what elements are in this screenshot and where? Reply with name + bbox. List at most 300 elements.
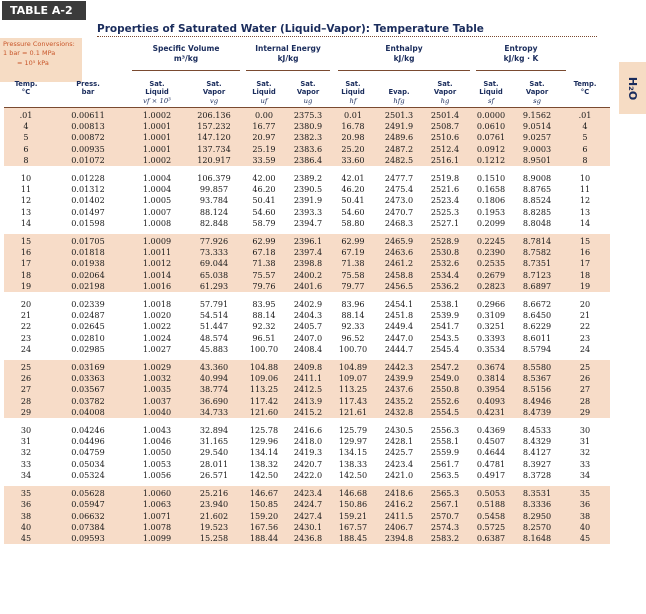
table-cell: 28 xyxy=(560,396,610,407)
table-cell: 2465.9 xyxy=(376,234,422,247)
table-cell: 2552.6 xyxy=(422,396,468,407)
table-cell: 0.02198 xyxy=(48,281,128,292)
h2o-label: H₂O xyxy=(626,76,639,100)
table-cell: 137.734 xyxy=(186,144,242,155)
table-cell: 0.01072 xyxy=(48,155,128,166)
table-cell: 8.3336 xyxy=(514,499,560,510)
column-header-line: °C xyxy=(580,88,590,97)
table-cell: 1.0018 xyxy=(142,299,172,310)
table-cell: 22 xyxy=(20,321,32,332)
table-cell: 67.18 xyxy=(242,247,286,258)
table-cell: 2419.3 xyxy=(293,447,323,458)
table-cell: 0.04759 xyxy=(71,447,105,458)
table-cell: 0.1806 xyxy=(476,195,506,206)
table-cell: 0.3534 xyxy=(476,343,506,354)
pressure-box-line-1: Pressure Conversions: xyxy=(3,40,75,48)
table-cell: 0.00813 xyxy=(48,121,128,132)
group-specific-volume-unit: m³/kg xyxy=(173,54,199,63)
table-cell: 1.0008 xyxy=(142,217,172,228)
column-header-line xyxy=(560,97,610,105)
table-cell: 2523.4 xyxy=(430,195,460,206)
column-header-10 xyxy=(514,71,560,108)
column-header-line: °C xyxy=(21,88,31,97)
group-specific-volume xyxy=(130,44,242,68)
table-cell: 33.59 xyxy=(242,155,286,166)
table-cell: 0.4231 xyxy=(468,407,514,418)
table-cell: 45.883 xyxy=(199,343,229,354)
table-cell: 35 xyxy=(560,486,610,499)
table-cell: 138.33 xyxy=(338,458,368,469)
table-cell: 1.0024 xyxy=(142,332,172,343)
column-header-line: Sat. xyxy=(300,79,316,88)
table-cell: 0.03169 xyxy=(48,360,128,373)
table-cell: 138.32 xyxy=(249,458,279,469)
pressure-box-line-3: = 10⁵ kPa xyxy=(17,58,49,67)
table-cell: 96.52 xyxy=(341,332,365,343)
table-cell: 46.20 xyxy=(252,184,276,195)
table-row xyxy=(4,344,610,355)
table-cell: 8.6450 xyxy=(522,310,552,321)
table-cell: 188.45 xyxy=(330,533,376,544)
table-cell: 2482.5 xyxy=(376,155,422,166)
table-cell: 150.86 xyxy=(330,499,376,510)
table-cell: 2416.2 xyxy=(376,499,422,510)
column-header-8 xyxy=(422,71,468,108)
table-cell: 30 xyxy=(20,425,32,436)
table-row xyxy=(4,247,610,258)
table-cell: 14 xyxy=(579,217,591,228)
table-cell: 0.0761 xyxy=(468,132,514,143)
table-cell: 54.60 xyxy=(252,206,276,217)
column-header-3 xyxy=(186,71,242,108)
table-cell: 45 xyxy=(4,533,48,544)
table-cell: 19.523 xyxy=(186,522,242,533)
h2o-side-tab xyxy=(619,62,646,114)
table-cell: 1.0071 xyxy=(128,511,186,522)
table-cell: 2501.3 xyxy=(376,108,422,122)
table-cell: 25 xyxy=(4,360,48,373)
table-cell: 2411.1 xyxy=(286,373,330,384)
table-cell: 8 xyxy=(560,155,610,166)
table-cell: 2512.4 xyxy=(422,144,468,155)
table-cell: 1.0063 xyxy=(128,499,186,510)
table-cell: 0.03782 xyxy=(48,396,128,407)
table-cell: 40.994 xyxy=(186,373,242,384)
table-cell: 188.44 xyxy=(242,533,286,544)
table-cell: 0.04008 xyxy=(48,407,128,418)
column-header-line xyxy=(376,80,422,88)
table-cell: 1.0009 xyxy=(128,234,186,247)
table-cell: 75.57 xyxy=(242,270,286,281)
table-row xyxy=(4,384,610,395)
table-cell: 0.2535 xyxy=(468,258,514,269)
table-cell: 8.2570 xyxy=(514,522,560,533)
table-row xyxy=(4,297,610,310)
table-cell: 2534.4 xyxy=(422,270,468,281)
table-cell: 79.77 xyxy=(330,281,376,292)
table-cell: 29.540 xyxy=(199,447,229,458)
table-cell: 2415.2 xyxy=(286,407,330,418)
table-cell: 1.0001 xyxy=(128,121,186,132)
table-cell: 2477.7 xyxy=(384,173,414,184)
table-row xyxy=(4,373,610,384)
column-header-line: Sat. xyxy=(149,79,165,88)
table-cell: 0.02339 xyxy=(71,299,105,310)
table-cell: 100.70 xyxy=(249,343,279,354)
table-cell: 2394.8 xyxy=(376,533,422,544)
table-cell: 2375.3 xyxy=(286,108,330,122)
table-cell: 1.0002 xyxy=(128,108,186,122)
table-cell: 27 xyxy=(4,384,48,395)
table-row xyxy=(4,333,610,344)
table-cell: 2408.4 xyxy=(293,343,323,354)
table-cell: 2428.1 xyxy=(384,436,414,447)
column-header-9 xyxy=(468,71,514,108)
table-cell: 2406.7 xyxy=(376,522,422,533)
table-row xyxy=(4,258,610,269)
table-cell: 167.57 xyxy=(330,522,376,533)
table-cell: 0.00872 xyxy=(48,132,128,143)
table-row xyxy=(4,184,610,195)
table-cell: 0.05324 xyxy=(71,469,105,480)
table-cell: 159.21 xyxy=(330,511,376,522)
table-row xyxy=(4,470,610,481)
table-cell: 2570.7 xyxy=(422,511,468,522)
table-cell: 2413.9 xyxy=(286,396,330,407)
table-cell: 54.60 xyxy=(341,206,365,217)
group-entropy xyxy=(474,44,568,68)
table-row xyxy=(4,396,610,407)
table-cell: 38 xyxy=(560,511,610,522)
table-cell: 2454.1 xyxy=(384,299,414,310)
column-header-2 xyxy=(128,71,186,108)
table-cell: 117.43 xyxy=(330,396,376,407)
table-cell: 18 xyxy=(4,270,48,281)
table-cell: 0.00935 xyxy=(48,144,128,155)
table-cell: 40 xyxy=(4,522,48,533)
group-internal-energy xyxy=(244,44,332,68)
table-cell: 0.04246 xyxy=(71,425,105,436)
column-header-line: Sat. xyxy=(206,79,222,88)
table-cell: 2487.2 xyxy=(376,144,422,155)
table-cell: 2390.5 xyxy=(293,184,323,195)
table-cell: 45 xyxy=(560,533,610,544)
table-cell: 1.0016 xyxy=(128,281,186,292)
table-cell: 8.5156 xyxy=(514,384,560,395)
table-cell: 32.894 xyxy=(199,425,229,436)
table-cell: 157.232 xyxy=(186,121,242,132)
table-cell: 25.216 xyxy=(186,486,242,499)
table-cell: 8.6229 xyxy=(522,321,552,332)
table-cell: 73.333 xyxy=(186,247,242,258)
table-cell: 29 xyxy=(560,407,610,418)
table-cell: 2539.9 xyxy=(430,310,460,321)
table-cell: 129.96 xyxy=(249,436,279,447)
table-row xyxy=(4,207,610,218)
pressure-box-line-2: 1 bar = 0.1 MPa xyxy=(3,49,56,58)
table-cell: 2489.6 xyxy=(376,132,422,143)
table-cell: 58.80 xyxy=(341,217,365,228)
table-cell: 0.01 xyxy=(330,108,376,122)
table-cell: 2400.2 xyxy=(286,270,330,281)
table-row xyxy=(4,281,610,292)
table-cell: 0.2679 xyxy=(468,270,514,281)
column-header-4 xyxy=(242,71,286,108)
table-cell: 2447.0 xyxy=(384,332,414,343)
table-cell: 17 xyxy=(560,258,610,269)
table-cell: 8.6897 xyxy=(514,281,560,292)
table-cell: 1.0012 xyxy=(128,258,186,269)
table-cell: 8.8765 xyxy=(522,184,552,195)
table-cell: 32 xyxy=(579,447,591,458)
table-cell: 12 xyxy=(579,195,591,206)
table-cell: 10 xyxy=(579,173,591,184)
table-cell: 2475.4 xyxy=(384,184,414,195)
table-cell: 77.926 xyxy=(186,234,242,247)
table-cell: 15 xyxy=(4,234,48,247)
table-cell: 2389.2 xyxy=(293,173,323,184)
table-cell: 6 xyxy=(560,144,610,155)
table-cell: 1.0040 xyxy=(128,407,186,418)
table-cell: 0.3674 xyxy=(468,360,514,373)
table-cell: 0.02064 xyxy=(48,270,128,281)
table-cell: 8.4946 xyxy=(514,396,560,407)
table-cell: 32 xyxy=(20,447,32,458)
group-enthalpy-unit: kJ/kg xyxy=(393,54,415,63)
table-cell: 8.2950 xyxy=(514,511,560,522)
table-cell: 2407.0 xyxy=(293,332,323,343)
table-cell: 26 xyxy=(560,373,610,384)
column-header-line: bar xyxy=(81,88,95,97)
table-cell: 1.0004 xyxy=(142,173,172,184)
table-cell: 46.20 xyxy=(341,184,365,195)
table-row xyxy=(4,171,610,184)
column-header-line: hf xyxy=(349,96,357,105)
table-cell: 88.14 xyxy=(252,310,276,321)
table-cell: 16 xyxy=(4,247,48,258)
table-cell: 88.14 xyxy=(341,310,365,321)
table-cell: 8.6672 xyxy=(522,299,552,310)
table-cell: 104.88 xyxy=(242,360,286,373)
table-cell: 8.6011 xyxy=(522,332,552,343)
table-cell: 36 xyxy=(4,499,48,510)
table-cell: 2556.3 xyxy=(430,425,460,436)
table-row xyxy=(4,407,610,418)
table-cell: 8.4127 xyxy=(522,447,552,458)
table-cell: 48.574 xyxy=(199,332,229,343)
column-header-11 xyxy=(560,71,610,108)
table-cell: 0.2390 xyxy=(468,247,514,258)
table-cell: 36 xyxy=(560,499,610,510)
table-cell: 0.05947 xyxy=(48,499,128,510)
table-cell: 25.19 xyxy=(242,144,286,155)
table-cell: 0.3954 xyxy=(468,384,514,395)
table-cell: 2508.7 xyxy=(422,121,468,132)
table-cell: 83.95 xyxy=(252,299,276,310)
table-cell: 120.917 xyxy=(186,155,242,166)
table-cell: 129.97 xyxy=(338,436,368,447)
table-row xyxy=(4,486,610,499)
table-cell: 2451.8 xyxy=(384,310,414,321)
column-header-0 xyxy=(4,71,48,108)
table-cell: 2436.8 xyxy=(286,533,330,544)
table-cell: 0.02645 xyxy=(71,321,105,332)
table-cell: 0.1212 xyxy=(468,155,514,166)
table-cell: 30 xyxy=(579,425,591,436)
table-cell: 0.2099 xyxy=(476,217,506,228)
table-cell: 8.3927 xyxy=(522,458,552,469)
table-cell: 2554.5 xyxy=(422,407,468,418)
table-cell: 2432.8 xyxy=(376,407,422,418)
table-cell: 2418.0 xyxy=(293,436,323,447)
table-cell: 34.733 xyxy=(186,407,242,418)
table-cell: 20.97 xyxy=(242,132,286,143)
table-cell: 2404.3 xyxy=(293,310,323,321)
table-cell: 5 xyxy=(560,132,610,143)
table-cell: 17 xyxy=(4,258,48,269)
table-cell: 36.690 xyxy=(186,396,242,407)
table-cell: 0.3814 xyxy=(468,373,514,384)
title-divider xyxy=(97,36,597,37)
table-cell: 31.165 xyxy=(199,436,229,447)
table-row xyxy=(4,321,610,332)
table-cell: 2545.4 xyxy=(430,343,460,354)
table-cell: 0.3393 xyxy=(476,332,506,343)
table-cell: 1.0005 xyxy=(142,195,172,206)
table-cell: 2405.7 xyxy=(293,321,323,332)
table-cell: 8.7814 xyxy=(514,234,560,247)
table-cell: .01 xyxy=(560,108,610,122)
table-cell: 2525.3 xyxy=(430,206,460,217)
table-cell: 206.136 xyxy=(186,108,242,122)
table-cell: 9.0003 xyxy=(514,144,560,155)
table-cell: 2444.7 xyxy=(384,343,414,354)
table-cell: 134.14 xyxy=(249,447,279,458)
table-cell: 50.41 xyxy=(252,195,276,206)
group-internal-energy-unit: kJ/kg xyxy=(277,54,299,63)
group-internal-energy-title: Internal Energy xyxy=(255,44,321,53)
table-cell: 13 xyxy=(20,206,32,217)
table-cell: 2550.8 xyxy=(422,384,468,395)
table-cell: 2558.1 xyxy=(430,436,460,447)
table-cell: 2516.1 xyxy=(422,155,468,166)
table-cell: 2393.3 xyxy=(293,206,323,217)
saturated-water-table xyxy=(4,71,610,544)
table-cell: 8.9008 xyxy=(522,173,552,184)
column-header-line: Press. xyxy=(76,79,100,88)
table-cell: 0.06632 xyxy=(48,511,128,522)
table-cell: 2423.4 xyxy=(286,486,330,499)
table-cell: 1.0078 xyxy=(128,522,186,533)
table-cell: 13 xyxy=(579,206,591,217)
column-header-line: uf xyxy=(260,96,268,105)
table-cell: 35 xyxy=(4,486,48,499)
table-cell: 12 xyxy=(20,195,32,206)
table-cell: 121.61 xyxy=(330,407,376,418)
column-header-line: hfg xyxy=(393,96,405,105)
table-cell: 1.0032 xyxy=(128,373,186,384)
table-cell: 1.0001 xyxy=(128,132,186,143)
column-header-line: vf × 10³ xyxy=(143,96,171,105)
table-tag: TABLE A-2 xyxy=(2,1,86,20)
column-header-line: Evap. xyxy=(388,88,410,97)
table-row xyxy=(4,108,610,122)
table-cell: 0.0610 xyxy=(468,121,514,132)
table-cell: 2456.5 xyxy=(376,281,422,292)
table-cell: 159.20 xyxy=(242,511,286,522)
table-cell: 2563.5 xyxy=(430,469,460,480)
table-cell: 8.7123 xyxy=(514,270,560,281)
table-cell: 0.4644 xyxy=(476,447,506,458)
table-cell: 43.360 xyxy=(186,360,242,373)
table-row xyxy=(4,144,610,155)
table-cell: 28 xyxy=(4,396,48,407)
table-cell: 0.4507 xyxy=(476,436,506,447)
table-cell: 142.50 xyxy=(249,469,279,480)
table-cell: 125.79 xyxy=(338,425,368,436)
table-cell: 29 xyxy=(4,407,48,418)
table-cell: 142.50 xyxy=(338,469,368,480)
table-cell: 40 xyxy=(560,522,610,533)
table-cell: 2510.6 xyxy=(422,132,468,143)
table-cell: 14 xyxy=(20,217,32,228)
table-cell: 26 xyxy=(4,373,48,384)
table-row xyxy=(4,447,610,458)
table-cell: 11 xyxy=(20,184,32,195)
table-cell: 28.011 xyxy=(199,458,229,469)
table-row xyxy=(4,155,610,166)
table-cell: 0.01938 xyxy=(48,258,128,269)
table-cell: 104.89 xyxy=(330,360,376,373)
table-cell: 99.857 xyxy=(199,184,229,195)
table-cell: 2449.4 xyxy=(384,321,414,332)
table-cell: 117.42 xyxy=(242,396,286,407)
column-header-6 xyxy=(330,71,376,108)
table-cell: 24 xyxy=(579,343,591,354)
table-cell: 92.32 xyxy=(252,321,276,332)
table-cell: 0.1658 xyxy=(476,184,506,195)
table-cell: 31 xyxy=(579,436,591,447)
table-cell: 38.774 xyxy=(186,384,242,395)
table-cell: 8.4739 xyxy=(514,407,560,418)
table-cell: 1.0001 xyxy=(128,144,186,155)
table-cell: 0.5053 xyxy=(468,486,514,499)
table-cell: 67.19 xyxy=(330,247,376,258)
table-cell: 1.0007 xyxy=(142,206,172,217)
table-cell: 8.5367 xyxy=(514,373,560,384)
table-row xyxy=(4,511,610,522)
table-cell: 2530.8 xyxy=(422,247,468,258)
table-cell: 8.8285 xyxy=(522,206,552,217)
table-cell: 21 xyxy=(20,310,32,321)
column-header-line: Sat. xyxy=(345,79,361,88)
table-cell: 0.4781 xyxy=(476,458,506,469)
table-cell: 9.0514 xyxy=(514,121,560,132)
table-cell: 167.56 xyxy=(242,522,286,533)
table-cell: 65.038 xyxy=(186,270,242,281)
table-cell: 150.85 xyxy=(242,499,286,510)
table-cell: 2468.3 xyxy=(384,217,414,228)
group-enthalpy-title: Enthalpy xyxy=(385,44,423,53)
table-cell: 42.00 xyxy=(252,173,276,184)
table-cell: 62.99 xyxy=(242,234,286,247)
table-cell: 0.07384 xyxy=(48,522,128,533)
table-cell: 8 xyxy=(4,155,48,166)
table-cell: 2391.9 xyxy=(293,195,323,206)
table-cell: 0.4917 xyxy=(476,469,506,480)
table-cell: 54.514 xyxy=(199,310,229,321)
table-cell: 19 xyxy=(4,281,48,292)
